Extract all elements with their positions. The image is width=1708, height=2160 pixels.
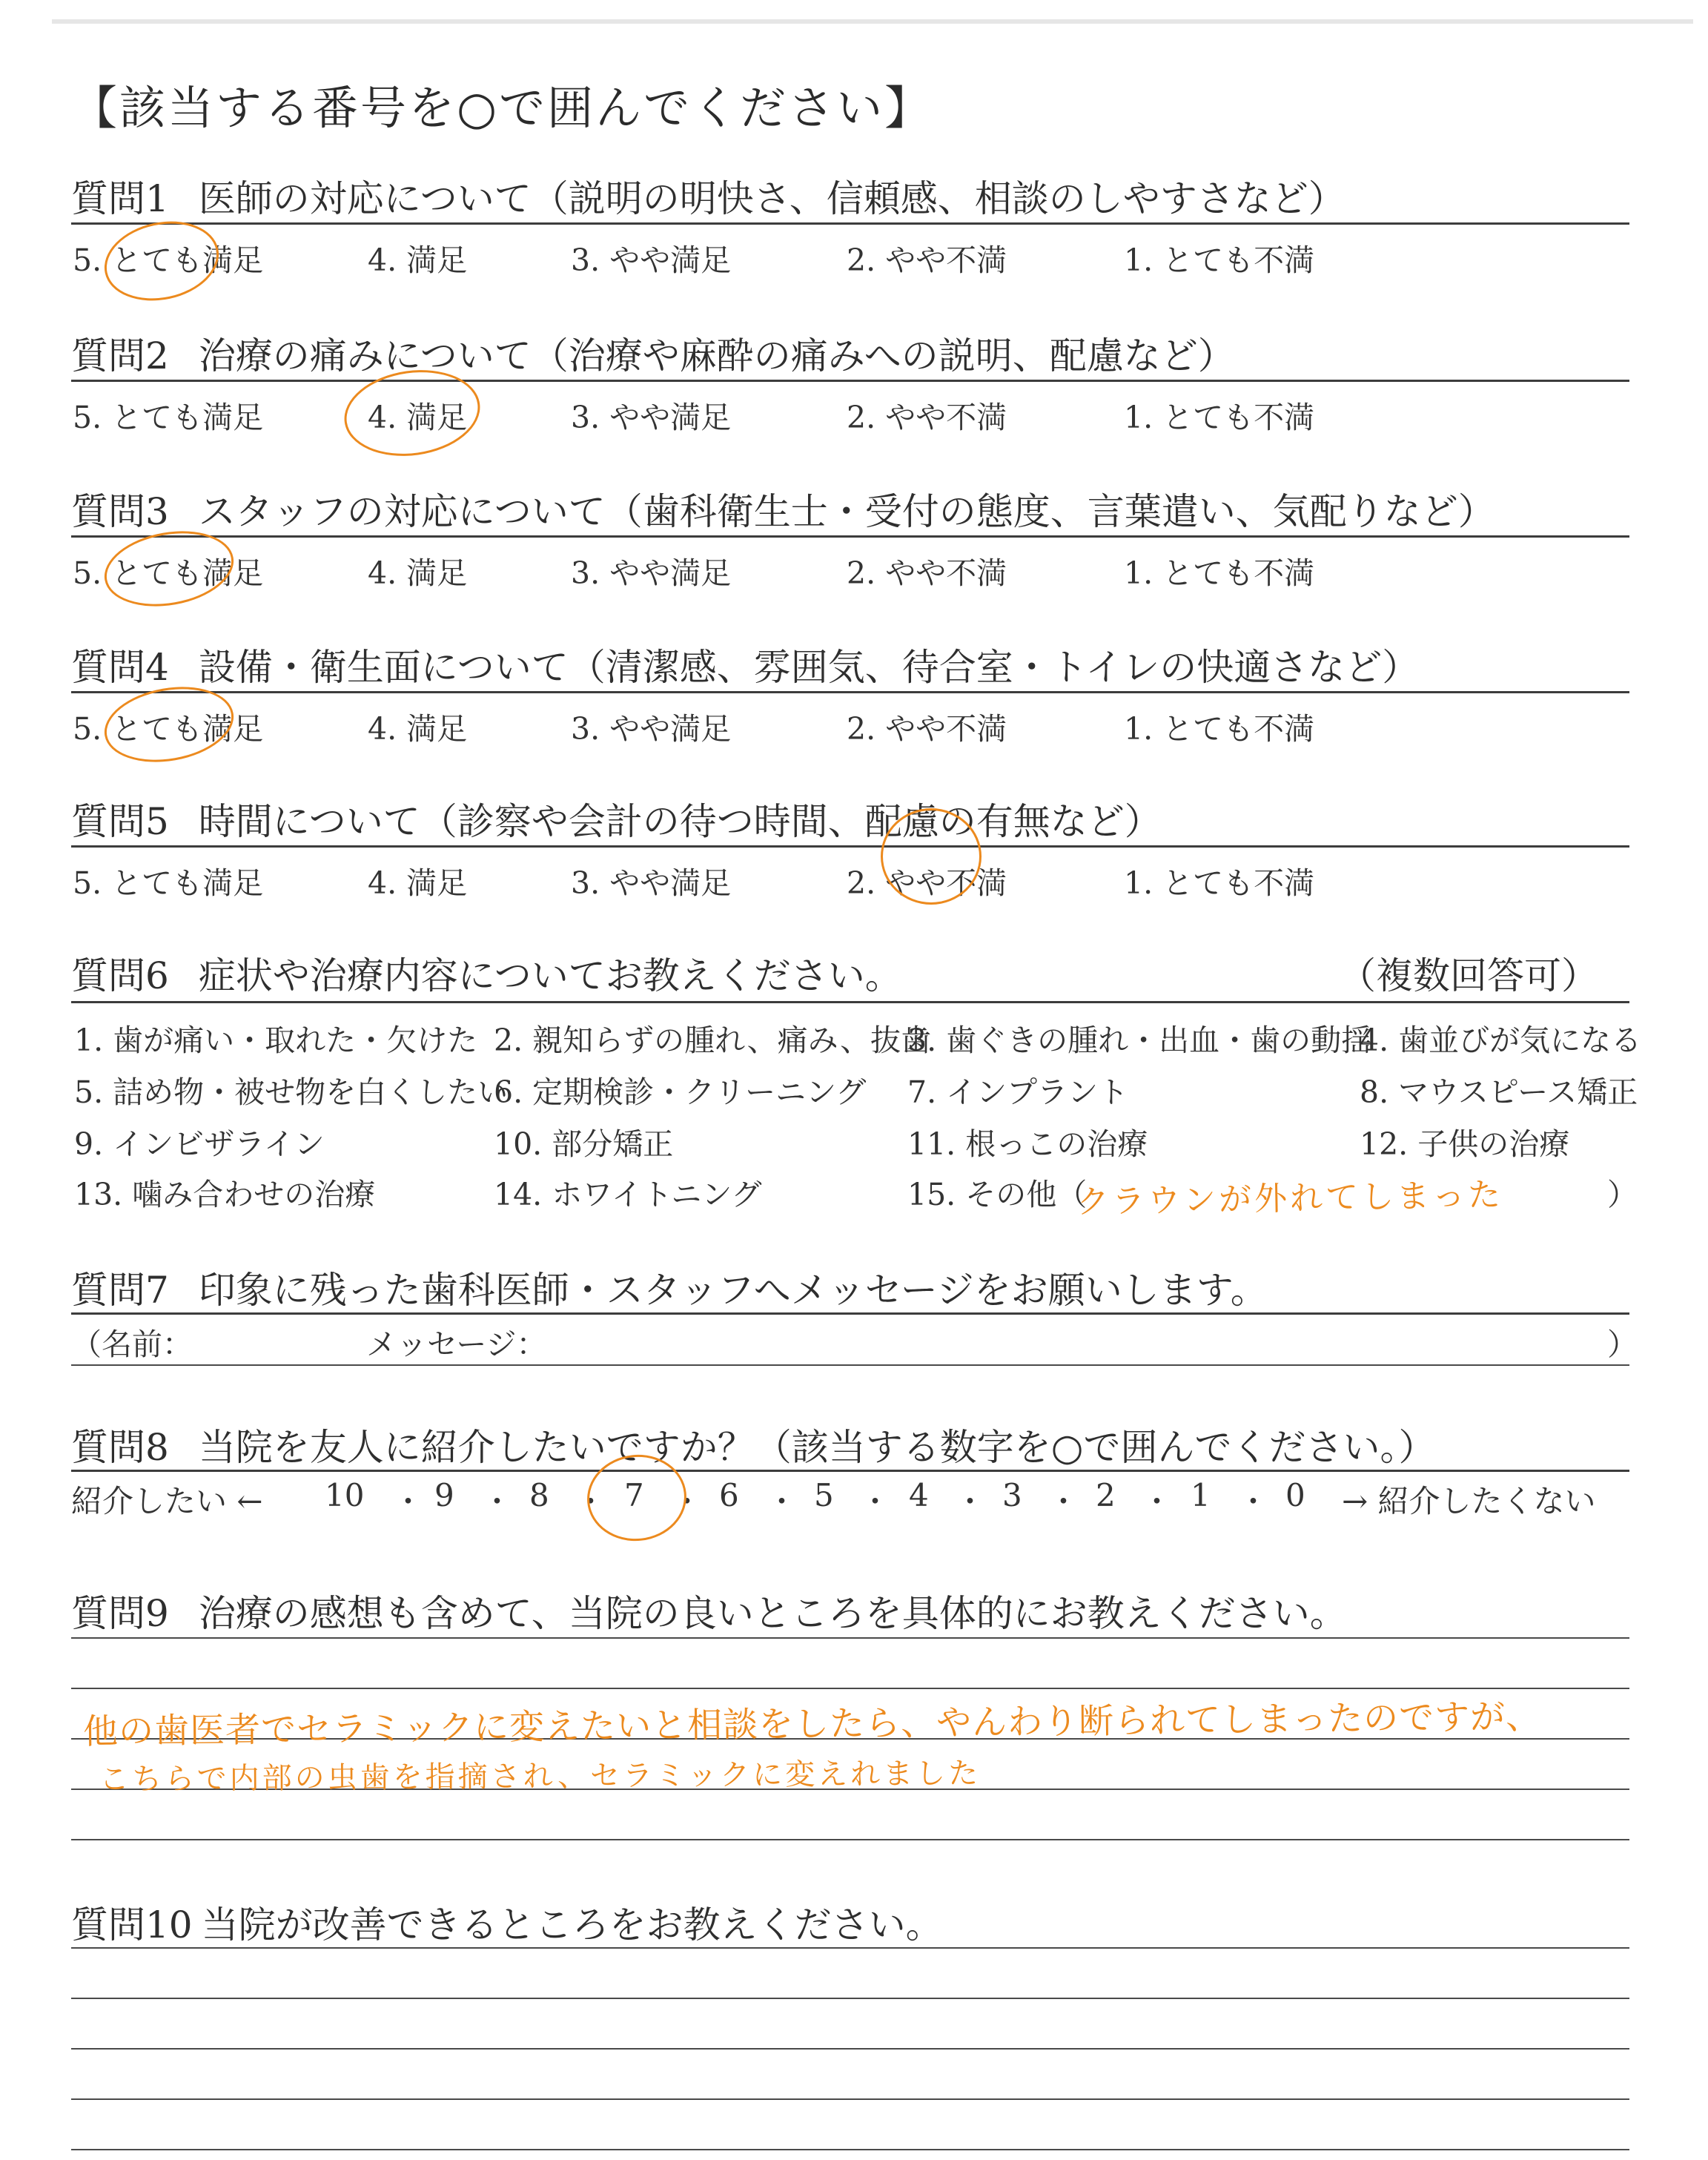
q5-number: 質問5 [71, 800, 169, 843]
q1-number: 質問1 [71, 177, 169, 220]
q5-option-1[interactable]: 1. とても不満 [1124, 865, 1315, 901]
q1-selection-circle [97, 211, 226, 311]
q4-number: 質問4 [71, 646, 169, 689]
q6-other-close-paren: ） [1607, 1177, 1638, 1212]
q7-text: 印象に残った歯科医師・スタッフへメッセージをお願いします。 [198, 1269, 1268, 1312]
q9-answer-line-2 [71, 1688, 1629, 1689]
q8-scale-5[interactable]: 5 [814, 1477, 834, 1513]
q3-option-3[interactable]: 3. やや満足 [571, 555, 732, 591]
q8-scale-9[interactable]: 9 [434, 1477, 454, 1513]
q8-separator: ・ [575, 1484, 606, 1519]
q8-scale-8[interactable]: 8 [529, 1477, 549, 1513]
q8-scale-1[interactable]: 1 [1191, 1477, 1211, 1513]
q10-answer-line-5 [71, 2149, 1629, 2150]
q6-multiple-note: （複数回答可） [1339, 954, 1598, 997]
q10-answer-line-3 [71, 2048, 1629, 2050]
q4-option-5[interactable]: 5. とても満足 [73, 711, 264, 747]
q7-message-line [71, 1364, 1629, 1366]
q8-scale-10[interactable]: 10 [325, 1477, 365, 1513]
q6-number: 質問6 [71, 954, 169, 997]
q4-option-3[interactable]: 3. やや満足 [571, 711, 732, 747]
q8-text: 当院を友人に紹介したいですか？（該当する数字を○で囲んでください。） [198, 1426, 1436, 1469]
q3-option-1[interactable]: 1. とても不満 [1124, 555, 1315, 591]
q3-text: スタッフの対応について（歯科衛生士・受付の態度、言葉遣い、気配りなど） [198, 490, 1495, 533]
q4-option-1[interactable]: 1. とても不満 [1124, 711, 1315, 747]
q9-number: 質問9 [71, 1592, 169, 1635]
q5-option-4[interactable]: 4. 満足 [368, 865, 468, 901]
q6-other-handwritten-answer: クラウンが外れてしまった [1076, 1175, 1504, 1222]
q2-option-3[interactable]: 3. やや満足 [571, 400, 732, 435]
q6-option-8[interactable]: 8. マウスピース矯正 [1360, 1074, 1638, 1110]
q4-option-4[interactable]: 4. 満足 [368, 711, 468, 747]
q10-number: 質問10 [71, 1903, 193, 1946]
q2-number: 質問2 [71, 334, 169, 377]
q6-option-14[interactable]: 14. ホワイトニング [494, 1177, 762, 1212]
q8-separator: ・ [860, 1484, 890, 1519]
q2-option-4[interactable]: 4. 満足 [368, 400, 468, 435]
q1-text: 医師の対応について（説明の明快さ、信頼感、相談のしやすさなど） [198, 177, 1345, 220]
q3-title [71, 482, 1495, 535]
q8-separator: ・ [1048, 1484, 1079, 1519]
q9-answer-line-5 [71, 1839, 1629, 1840]
q9-title [71, 1584, 1347, 1637]
q4-rule [71, 691, 1629, 693]
q6-option-7[interactable]: 7. インプラント [907, 1074, 1129, 1110]
q6-option-2[interactable]: 2. 親知らずの腫れ、痛み、抜歯 [494, 1023, 932, 1058]
q1-option-4[interactable]: 4. 満足 [368, 242, 468, 278]
page-top-edge [52, 19, 1693, 24]
q10-answer-line-1 [71, 1947, 1629, 1949]
q5-selection-circle [881, 808, 982, 905]
q3-number: 質問3 [71, 490, 169, 533]
q6-rule [71, 1001, 1629, 1003]
q9-handwritten-answer-line1: 他の歯医者でセラミックに変えたいと相談をしたら、やんわり断られてしまったのですが、 [82, 1696, 1542, 1753]
q8-separator: ・ [1238, 1484, 1268, 1519]
q6-title [71, 946, 902, 1000]
q1-option-1[interactable]: 1. とても不満 [1124, 242, 1315, 278]
q7-title [71, 1261, 1268, 1314]
q8-scale-3[interactable]: 3 [1002, 1477, 1022, 1513]
q2-rule [71, 380, 1629, 382]
q6-option-15-other[interactable]: 15. その他（ [907, 1177, 1088, 1212]
q6-text: 症状や治療内容についてお教えください。 [198, 954, 902, 997]
q6-option-13[interactable]: 13. 噛み合わせの治療 [74, 1177, 376, 1212]
q10-text: 当院が改善できるところをお教えください。 [201, 1903, 943, 1946]
q2-option-2[interactable]: 2. やや不満 [847, 400, 1007, 435]
q3-rule [71, 535, 1629, 538]
q8-separator: ・ [482, 1484, 512, 1519]
q8-separator: ・ [955, 1484, 985, 1519]
q10-answer-line-4 [71, 2098, 1629, 2100]
q8-rule [71, 1470, 1629, 1472]
q7-name-label: （名前： [71, 1327, 193, 1362]
q10-title [71, 1895, 943, 1949]
q8-right-label: → 紹介したくない [1342, 1483, 1596, 1519]
q8-scale-0[interactable]: 0 [1285, 1477, 1305, 1513]
q5-option-5[interactable]: 5. とても満足 [73, 865, 264, 901]
q5-option-2[interactable]: 2. やや不満 [847, 865, 1007, 901]
q6-option-11[interactable]: 11. 根っこの治療 [907, 1126, 1148, 1162]
q1-option-2[interactable]: 2. やや不満 [847, 242, 1007, 278]
q1-rule [71, 222, 1629, 225]
q6-option-5[interactable]: 5. 詰め物・被せ物を白くしたい [74, 1074, 509, 1110]
q2-option-1[interactable]: 1. とても不満 [1124, 400, 1315, 435]
q7-number: 質問7 [71, 1269, 169, 1312]
q9-text: 治療の感想も含めて、当院の良いところを具体的にお教えください。 [198, 1592, 1347, 1635]
q7-close-paren: ） [1607, 1327, 1638, 1362]
q6-option-1[interactable]: 1. 歯が痛い・取れた・欠けた [74, 1023, 478, 1058]
q8-scale-7[interactable]: 7 [624, 1477, 644, 1513]
q5-rule [71, 845, 1629, 848]
q10-answer-line-2 [71, 1998, 1629, 1999]
form-header: 【該当する番号を○で囲んでください】 [71, 81, 933, 135]
q3-option-4[interactable]: 4. 満足 [368, 555, 468, 591]
q8-title [71, 1418, 1435, 1471]
q8-separator: ・ [672, 1484, 702, 1519]
q6-option-4[interactable]: 4. 歯並びが気になる [1360, 1023, 1642, 1058]
q8-separator: ・ [767, 1484, 797, 1519]
q8-number: 質問8 [71, 1426, 169, 1469]
q8-scale-4[interactable]: 4 [909, 1477, 929, 1513]
q4-title [71, 638, 1419, 691]
q6-option-3[interactable]: 3. 歯ぐきの腫れ・出血・歯の動揺 [907, 1023, 1372, 1058]
q9-answer-line-1 [71, 1637, 1629, 1639]
q3-option-2[interactable]: 2. やや不満 [847, 555, 1007, 591]
q6-option-9[interactable]: 9. インビザライン [74, 1126, 325, 1162]
q8-scale-2[interactable]: 2 [1096, 1477, 1116, 1513]
q1-option-5[interactable]: 5. とても満足 [73, 242, 264, 278]
q3-option-5[interactable]: 5. とても満足 [73, 555, 264, 591]
q2-text: 治療の痛みについて（治療や麻酔の痛みへの説明、配慮など） [198, 334, 1235, 377]
q8-separator: ・ [1142, 1484, 1172, 1519]
q1-title [71, 169, 1345, 222]
q6-option-6[interactable]: 6. 定期検診・クリーニング [494, 1074, 867, 1110]
q6-option-10[interactable]: 10. 部分矯正 [494, 1126, 674, 1162]
q5-option-3[interactable]: 3. やや満足 [571, 865, 732, 901]
q2-option-5[interactable]: 5. とても満足 [73, 400, 264, 435]
q1-option-3[interactable]: 3. やや満足 [571, 242, 732, 278]
q5-title [71, 792, 1162, 845]
q7-rule [71, 1312, 1629, 1315]
q8-scale-6[interactable]: 6 [719, 1477, 739, 1513]
q7-message-label: メッセージ： [366, 1327, 547, 1362]
q8-separator: ・ [393, 1484, 423, 1519]
q2-title [71, 326, 1235, 380]
q5-text: 時間について（診察や会計の待つ時間、配慮の有無など） [198, 800, 1162, 843]
q4-text: 設備・衛生面について（清潔感、雰囲気、待合室・トイレの快適さなど） [198, 646, 1420, 689]
q6-option-12[interactable]: 12. 子供の治療 [1360, 1126, 1570, 1162]
q8-left-label: 紹介したい ← [71, 1483, 263, 1519]
q9-handwritten-answer-line2: こちらで内部の虫歯を指摘され、セラミックに変えれました [99, 1756, 982, 1797]
q4-option-2[interactable]: 2. やや不満 [847, 711, 1007, 747]
